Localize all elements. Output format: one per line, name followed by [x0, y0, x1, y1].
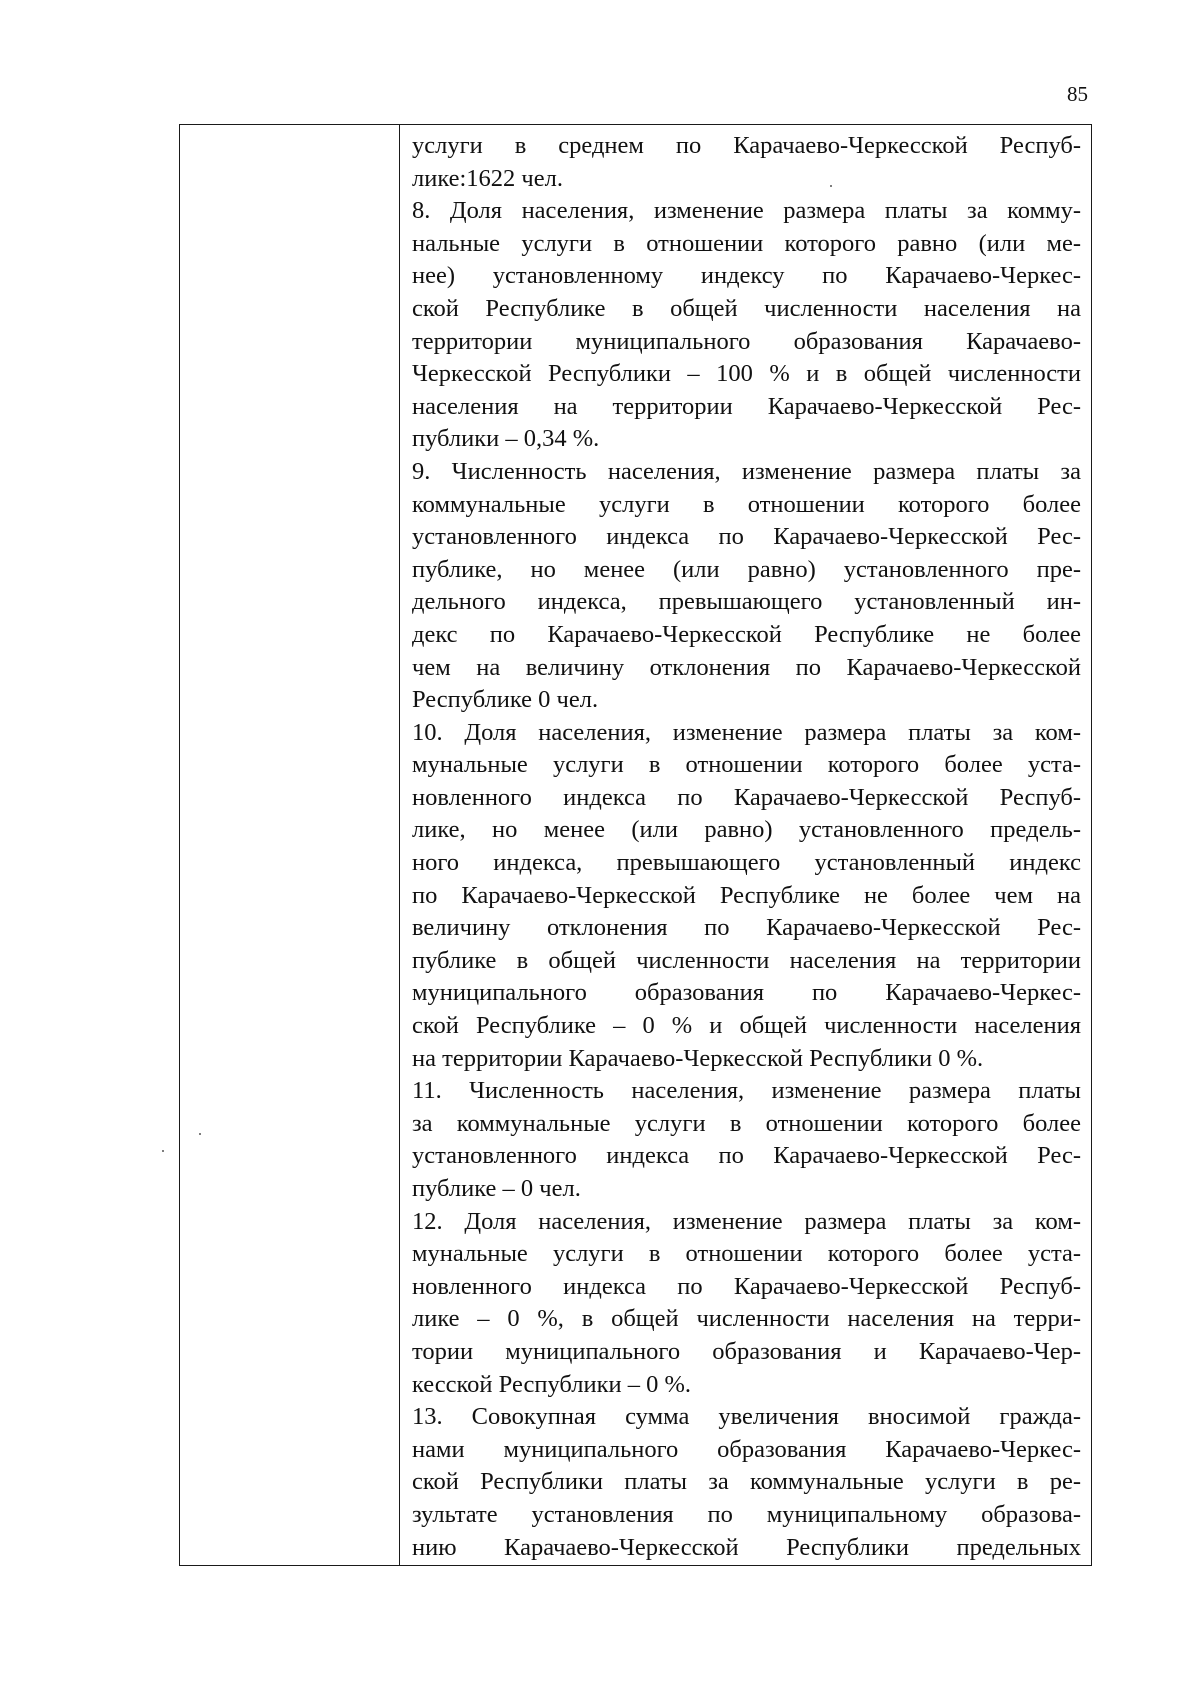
text-line: установленного индекса по Карачаево-Черкесской Рес-: [412, 1142, 1081, 1170]
text-line: лике, но менее (или равно) установленного предель-: [412, 816, 1081, 844]
text-line: на территории Карачаево-Черкесской Республики 0 %.: [412, 1044, 984, 1072]
text-line: нее) установленному индексу по Карачаево-Черкес-: [412, 262, 1081, 290]
text-line: величину отклонения по Карачаево-Черкесской Рес-: [412, 914, 1081, 942]
text-line: публике – 0 чел.: [412, 1175, 581, 1202]
text-line: муниципального образования по Карачаево-Черкес-: [412, 979, 1081, 1007]
text-line: ской Республики платы за коммунальные услуги в ре-: [412, 1468, 1081, 1496]
text-line: кесской Республики – 0 %.: [412, 1370, 691, 1398]
text-line: тории муниципального образования и Карачаево-Чер-: [412, 1337, 1081, 1365]
text-line: за коммунальные услуги в отношении которого более: [412, 1109, 1081, 1137]
text-line: новленного индекса по Карачаево-Черкесской Респуб-: [412, 783, 1081, 811]
text-line: новленного индекса по Карачаево-Черкесской Респуб-: [412, 1272, 1081, 1300]
scan-speck: [830, 185, 832, 187]
text-line: установленного индекса по Карачаево-Черкесской Рес-: [412, 523, 1081, 551]
text-line: ской Республике в общей численности населения на: [412, 294, 1081, 322]
text-line: публике, но менее (или равно) установленного пре-: [412, 555, 1081, 583]
text-line: Республике 0 чел.: [412, 686, 599, 714]
text-line: чем на величину отклонения по Карачаево-Черкесской: [412, 653, 1081, 681]
text-line: дельного индекса, превышающего установленный ин-: [412, 588, 1081, 616]
text-line: нальные услуги в отношении которого равно (или ме-: [412, 229, 1081, 257]
text-line: 11. Численность населения, изменение размера платы: [412, 1077, 1081, 1105]
scan-speck: [162, 1150, 164, 1152]
text-line: ской Республике – 0 % и общей численности населения: [412, 1012, 1081, 1040]
table-left-cell: [180, 125, 400, 1565]
text-line: коммунальные услуги в отношении которого более: [412, 490, 1081, 518]
text-line: публике в общей численности населения на территории: [412, 946, 1081, 974]
text-line: нию Карачаево-Черкесской Республики предельных: [412, 1533, 1081, 1561]
text-line: 10. Доля населения, изменение размера платы за ком-: [412, 718, 1081, 746]
document-table: [179, 124, 1092, 1566]
text-line: зультате установления по муниципальному образова-: [412, 1500, 1081, 1528]
text-line: лике – 0 %, в общей численности населения на терри-: [412, 1305, 1081, 1333]
text-line: мунальные услуги в отношении которого более уста-: [412, 1240, 1081, 1268]
text-line: мунальные услуги в отношении которого более уста-: [412, 751, 1081, 779]
text-line: нами муниципального образования Карачаево-Черкес-: [412, 1435, 1081, 1463]
text-line: по Карачаево-Черкесской Республике не более чем на: [412, 881, 1081, 909]
text-line: 12. Доля населения, изменение размера платы за ком-: [412, 1207, 1081, 1235]
text-line: ного индекса, превышающего установленный индекс: [412, 849, 1081, 877]
text-line: публики – 0,34 %.: [412, 425, 600, 453]
page-number: 85: [1067, 82, 1088, 106]
text-line: 9. Численность населения, изменение размера платы за: [412, 457, 1081, 485]
text-line: 13. Совокупная сумма увеличения вносимой гражда-: [412, 1403, 1081, 1431]
text-line: населения на территории Карачаево-Черкесской Рес-: [412, 392, 1081, 420]
text-line: декс по Карачаево-Черкесской Республике не более: [412, 620, 1081, 648]
scan-speck: [199, 1133, 201, 1135]
text-line: лике:1622 чел.: [412, 164, 563, 192]
text-line: территории муниципального образования Карачаево-: [412, 327, 1081, 355]
text-line: услуги в среднем по Карачаево-Черкесской Респуб-: [412, 132, 1081, 159]
text-line: Черкесской Республики – 100 % и в общей численности: [412, 360, 1081, 388]
table-right-cell: [400, 125, 1091, 1565]
text-line: 8. Доля населения, изменение размера платы за комму-: [412, 197, 1081, 225]
